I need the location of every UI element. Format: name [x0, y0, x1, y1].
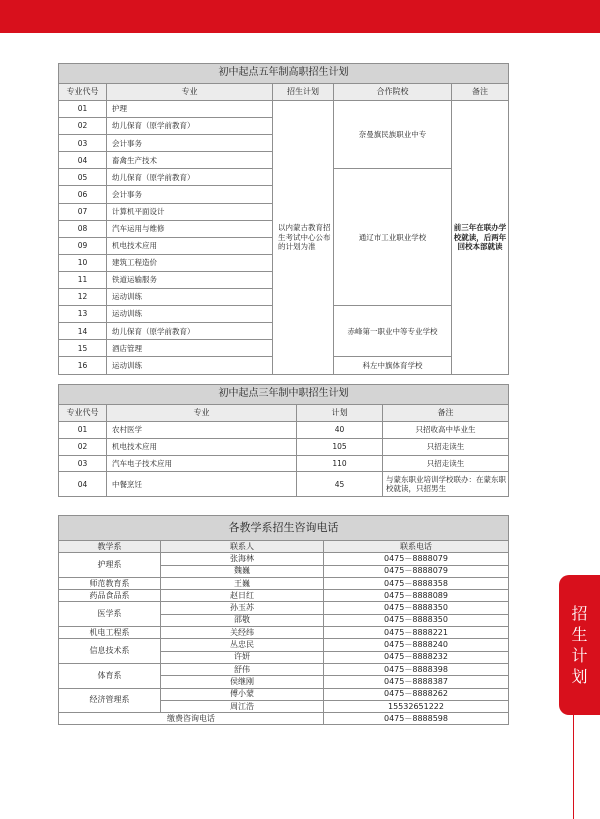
note-cell: 只招收高中毕业生: [383, 422, 509, 439]
contact-phone: 0475－8888262: [324, 688, 509, 700]
contact-phone: 0475－8888398: [324, 663, 509, 675]
department: 药品食品系: [59, 590, 161, 602]
major-name: 会计事务: [107, 135, 273, 152]
note-cell: 与蒙东职业培训学校联办：在蒙东职校就读，只招男生: [383, 472, 509, 497]
contact-name: 许妍: [161, 651, 324, 663]
table-title: 初中起点三年制中职招生计划: [59, 385, 509, 405]
contact-phone: 0475－8888387: [324, 676, 509, 688]
major-code: 02: [59, 118, 107, 135]
major-name: 汽车电子技术应用: [107, 455, 297, 472]
major-name: 护理: [107, 101, 273, 118]
plan-count: 105: [297, 438, 383, 455]
column-header: 专业代号: [59, 84, 107, 101]
department: 医学系: [59, 602, 161, 627]
department: 师范教育系: [59, 577, 161, 589]
contact-name: 孙玉苏: [161, 602, 324, 614]
major-code: 01: [59, 422, 107, 439]
note-cell: 只招走读生: [383, 455, 509, 472]
department: 机电工程系: [59, 627, 161, 639]
contact-name: 赵日红: [161, 590, 324, 602]
contact-phone: 0475－8888350: [324, 614, 509, 626]
column-header: 合作院校: [334, 84, 452, 101]
plan-count: 45: [297, 472, 383, 497]
major-name: 中餐烹饪: [107, 472, 297, 497]
major-name: 汽车运用与维修: [107, 220, 273, 237]
major-name: 畜禽生产技术: [107, 152, 273, 169]
partner-school: 奈曼旗民族职业中专: [334, 101, 452, 169]
contact-phone: 0475－8888358: [324, 577, 509, 589]
note-cell: 只招走读生: [383, 438, 509, 455]
partner-school: 通辽市工业职业学校: [334, 169, 452, 306]
major-code: 08: [59, 220, 107, 237]
fee-inquiry-phone: 0475－8888598: [324, 713, 509, 725]
department: 护理系: [59, 553, 161, 578]
major-name: 铁道运输服务: [107, 271, 273, 288]
major-code: 06: [59, 186, 107, 203]
column-header: 专业代号: [59, 405, 107, 422]
contact-phone: 0475－8888079: [324, 553, 509, 565]
contact-name: 舒伟: [161, 663, 324, 675]
fee-inquiry-label: 缴费咨询电话: [59, 713, 324, 725]
major-name: 运动训练: [107, 289, 273, 306]
major-code: 04: [59, 152, 107, 169]
major-code: 07: [59, 203, 107, 220]
contact-phone: 15532651222: [324, 700, 509, 712]
contact-phone: 0475－8888089: [324, 590, 509, 602]
column-header: 专业: [107, 84, 273, 101]
major-code: 10: [59, 254, 107, 271]
contact-phone-table: [58, 515, 509, 725]
major-code: 14: [59, 323, 107, 340]
column-header: 专业: [107, 405, 297, 422]
column-header: 计划: [297, 405, 383, 422]
side-divider-line: [573, 715, 574, 819]
department: 经济管理系: [59, 688, 161, 713]
plan-cell: 以内蒙古教育招生考试中心公布的计划为准: [273, 101, 334, 375]
contact-name: 王巍: [161, 577, 324, 589]
contact-phone: 0475－8888232: [324, 651, 509, 663]
major-name: 机电技术应用: [107, 438, 297, 455]
major-code: 11: [59, 271, 107, 288]
section-tab-label: 招 生 计 划: [571, 604, 588, 686]
table-title: 各教学系招生咨询电话: [59, 516, 509, 541]
partner-school: 赤峰第一职业中等专业学校: [334, 306, 452, 357]
table-title: 初中起点五年制高职招生计划: [59, 64, 509, 84]
major-name: 会计事务: [107, 186, 273, 203]
column-header: 备注: [452, 84, 509, 101]
partner-school: 科左中旗体育学校: [334, 357, 452, 374]
major-code: 02: [59, 438, 107, 455]
major-name: 计算机平面设计: [107, 203, 273, 220]
contact-name: 傅小蒙: [161, 688, 324, 700]
major-code: 15: [59, 340, 107, 357]
plan-count: 110: [297, 455, 383, 472]
major-code: 04: [59, 472, 107, 497]
major-code: 16: [59, 357, 107, 374]
note-cell: 前三年在联办学校就读，后两年回校本部就读: [452, 101, 509, 375]
major-name: 幼儿保育（原学前教育）: [107, 169, 273, 186]
major-code: 12: [59, 289, 107, 306]
column-header: 联系人: [161, 541, 324, 553]
column-header: 招生计划: [273, 84, 334, 101]
contact-phone: 0475－8888079: [324, 565, 509, 577]
section-tab: [559, 575, 600, 715]
contact-name: 邵敬: [161, 614, 324, 626]
column-header: 教学系: [59, 541, 161, 553]
major-name: 农村医学: [107, 422, 297, 439]
major-name: 幼儿保育（原学前教育）: [107, 118, 273, 135]
major-code: 05: [59, 169, 107, 186]
major-code: 09: [59, 237, 107, 254]
contact-name: 关经纬: [161, 627, 324, 639]
top-banner: [0, 0, 600, 33]
major-code: 01: [59, 101, 107, 118]
contact-name: 侯继刚: [161, 676, 324, 688]
department: 信息技术系: [59, 639, 161, 664]
contact-name: 张海林: [161, 553, 324, 565]
major-name: 机电技术应用: [107, 237, 273, 254]
column-header: 备注: [383, 405, 509, 422]
contact-name: 丛忠民: [161, 639, 324, 651]
three-year-plan-table: [58, 384, 509, 497]
plan-count: 40: [297, 422, 383, 439]
contact-name: 魏巍: [161, 565, 324, 577]
contact-name: 周江浩: [161, 700, 324, 712]
column-header: 联系电话: [324, 541, 509, 553]
major-name: 运动训练: [107, 306, 273, 323]
department: 体育系: [59, 663, 161, 688]
contact-phone: 0475－8888350: [324, 602, 509, 614]
major-name: 建筑工程造价: [107, 254, 273, 271]
contact-phone: 0475－8888221: [324, 627, 509, 639]
major-code: 03: [59, 455, 107, 472]
major-name: 运动训练: [107, 357, 273, 374]
major-name: 幼儿保育（原学前教育）: [107, 323, 273, 340]
contact-phone: 0475－8888240: [324, 639, 509, 651]
major-code: 13: [59, 306, 107, 323]
major-code: 03: [59, 135, 107, 152]
major-name: 酒店管理: [107, 340, 273, 357]
five-year-plan-table: [58, 63, 509, 375]
